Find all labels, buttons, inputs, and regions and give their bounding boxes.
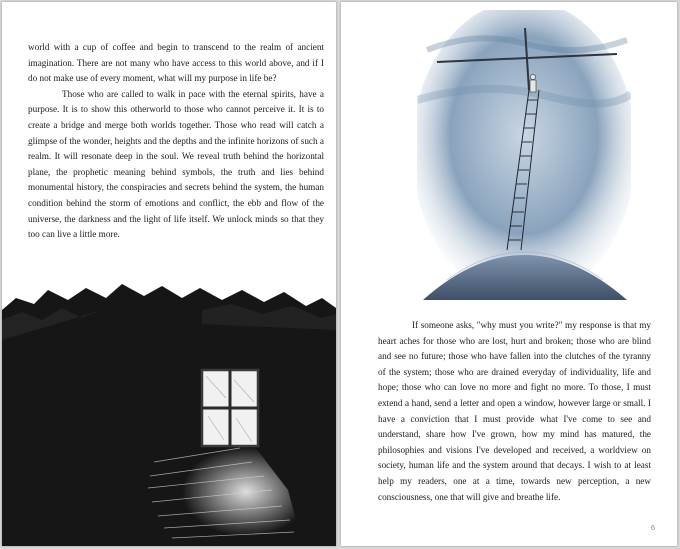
paragraph: Those who are called to walk in pace with the eternal spirits, have a purpose. It is to show this otherworld to those who cannot perceive it. It is to create a bridge and merge both worlds together. Those who read will catch a glimpse of the wonder, heights and the depths and the infinite horizons of such a realm. It will resonate deep in the soul. We reveal truth behind the horizontal plane, the prophetic meaning behind symbols, the truth and lies behind monumental history, the conspiracies and secrets behind the system, the human condition behind the storm of emotions and conflict, the ebb and flow of the universe, the darkness and the light of life itself. We unlock minds so that they too can live a little more. [28, 88, 324, 240]
page-number: 6 [650, 523, 655, 532]
left-page-text [28, 40, 324, 243]
paragraph: If someone asks, "why must you write?" my response is that my heart aches for those who are lost, hurt and broken; those who are blind and see no future; those who have fallen into the clutches of the tyranny of the system; those who are drained everyday of individuality, life and hope; those who can love no more and fight no more. To those, I must extend a hand, send a letter and open a window, however large or small. I have a conviction that I must provide what I've come to see and understand, share how I've grown, how my mind has matured, the philosophies and visions I've developed and received, a worldview on society, human life and the system around that decays. I wish to at least help my readers, one at a time, towards new perception, a new consciousness, one that will give and breathe life. [378, 320, 651, 502]
ladder-to-sky-illustration [417, 10, 631, 308]
left-page [2, 2, 336, 546]
dark-room-window-illustration [2, 280, 336, 546]
right-page-text [378, 318, 651, 505]
paragraph: world with a cup of coffee and begin to transcend to the realm of ancient imagination. There are not many who have access to this world above, and if I do not make use of every moment, what will my purpose in life be? [28, 42, 324, 84]
right-page [341, 2, 677, 546]
